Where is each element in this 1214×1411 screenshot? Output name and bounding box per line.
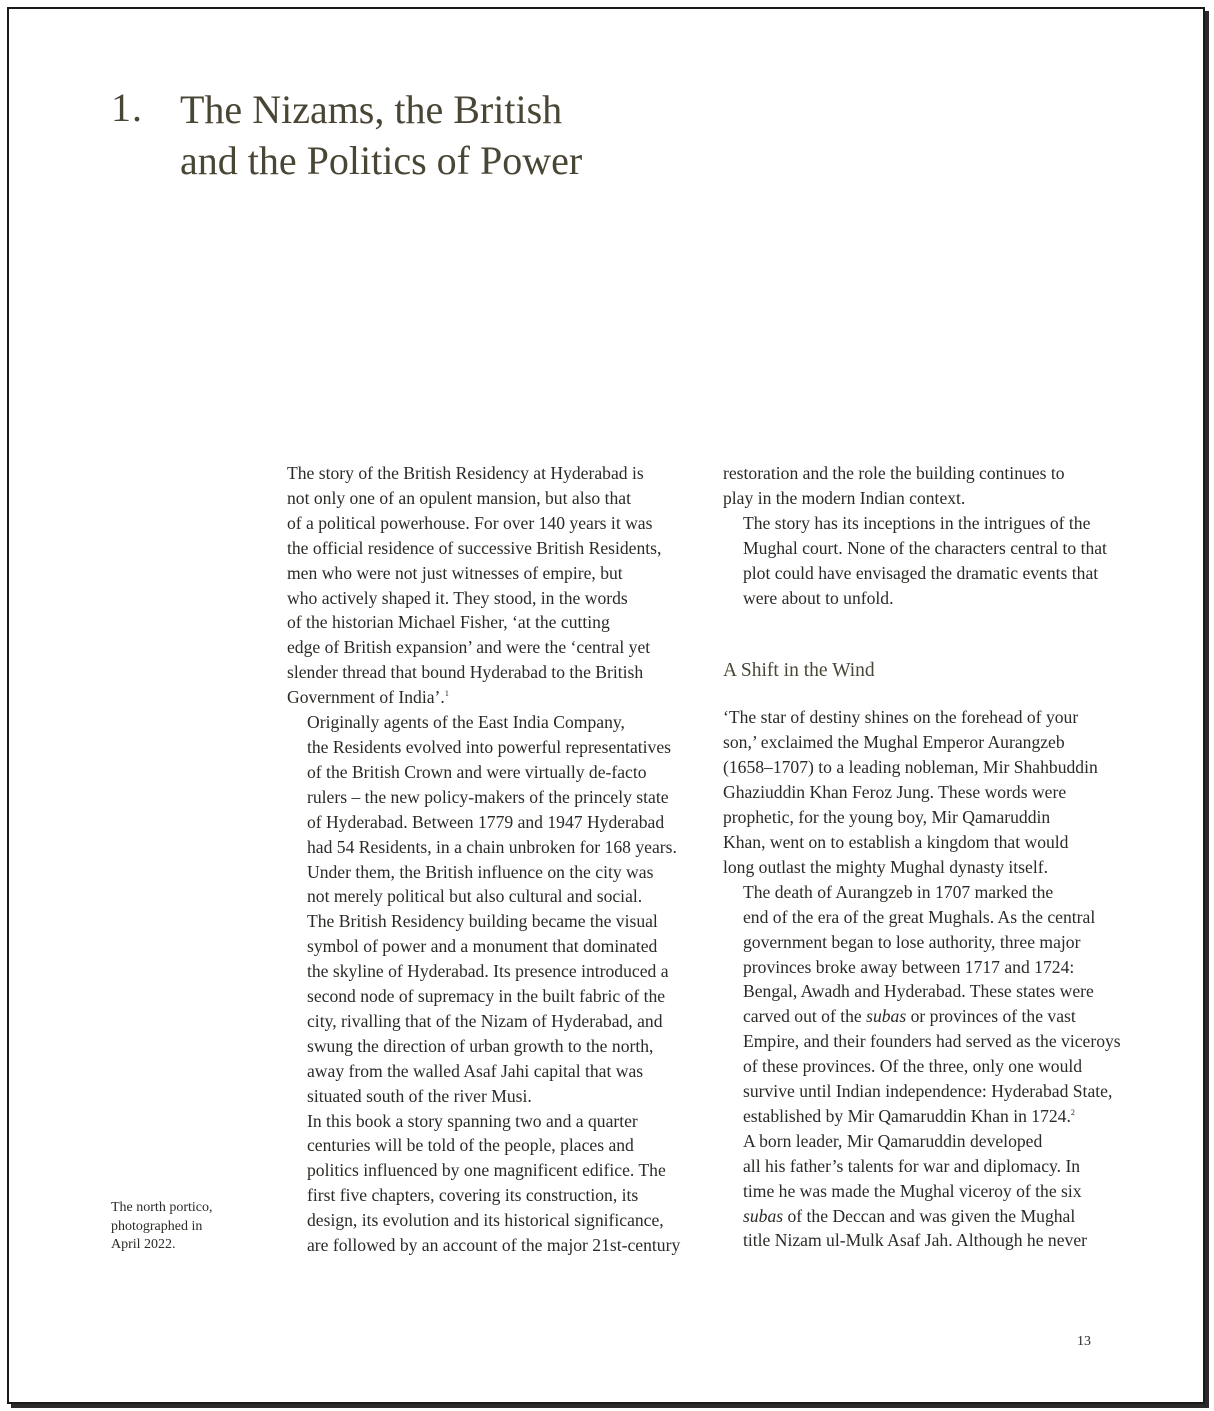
chapter-title-line: The Nizams, the British <box>180 87 563 132</box>
text-line: restoration and the role the building continues to <box>723 463 1065 483</box>
chapter-number: 1. <box>111 85 143 130</box>
chapter-title <box>180 84 582 186</box>
caption-line: April 2022. <box>111 1237 176 1253</box>
text-line: A born leader, Mir Qamaruddin developed <box>743 1130 1043 1151</box>
text-line: politics influenced by one magnificent edifice. The <box>307 1160 666 1181</box>
text-fragment: of the Deccan and was given the Mughal <box>783 1205 1076 1226</box>
text-line: situated south of the river Musi. <box>307 1085 532 1106</box>
text-line: the official residence of successive British Residents, <box>287 537 662 558</box>
text-line: long outlast the mighty Mughal dynasty itself. <box>723 856 1048 877</box>
text-line: In this book a story spanning two and a quarter <box>307 1110 638 1131</box>
paragraph <box>287 1109 687 1258</box>
text-line: had 54 Residents, in a chain unbroken for 168 years. <box>307 836 677 857</box>
text-line: Empire, and their founders had served as the viceroys <box>743 1031 1121 1052</box>
text-fragment: or provinces of the vast <box>906 1006 1076 1027</box>
text-line: end of the era of the great Mughals. As the central <box>743 906 1096 927</box>
right-column <box>723 461 1128 1253</box>
text-line: The story of the British Residency at Hyderabad is <box>287 463 644 483</box>
paragraph <box>723 880 1128 1129</box>
caption-line: photographed in <box>111 1218 203 1234</box>
text-line: of a political powerhouse. For over 140 years it was <box>287 512 653 533</box>
text-line: Bengal, Awadh and Hyderabad. These states were <box>743 981 1094 1002</box>
text-line: time he was made the Mughal viceroy of the six <box>743 1180 1082 1201</box>
text-line: provinces broke away between 1717 and 1724: <box>743 956 1075 977</box>
text-line: survive until Indian independence: Hyderabad State, <box>743 1081 1113 1102</box>
text-line: of Hyderabad. Between 1779 and 1947 Hyderabad <box>307 811 665 832</box>
italic-term: subas <box>866 1006 907 1027</box>
text-line: swung the direction of urban growth to the north, <box>307 1035 654 1056</box>
text-line: Ghaziuddin Khan Feroz Jung. These words were <box>723 782 1067 803</box>
text-line: the Residents evolved into powerful representatives <box>307 736 671 757</box>
chapter-title-line: and the Politics of Power <box>180 138 583 183</box>
page-number: 13 <box>1077 1334 1091 1349</box>
text-line <box>723 1104 1128 1129</box>
left-column <box>287 461 687 1258</box>
text-line: edge of British expansion’ and were the ‘central yet <box>287 637 651 658</box>
text-line: of these provinces. Of the three, only one would <box>743 1056 1083 1077</box>
text-line: Khan, went on to establish a kingdom that would <box>723 831 1069 852</box>
text-fragment: Government of India’. <box>287 687 445 708</box>
text-line: men who were not just witnesses of empire, but <box>287 562 623 583</box>
section-subheading: A Shift in the Wind <box>723 660 875 682</box>
text-line: not only one of an opulent mansion, but also that <box>287 487 632 508</box>
text-line: were about to unfold. <box>743 587 894 608</box>
text-line: city, rivalling that of the Nizam of Hyderabad, and <box>307 1010 663 1031</box>
paragraph <box>723 461 1128 511</box>
text-line: who actively shaped it. They stood, in the words <box>287 587 628 608</box>
text-line: government began to lose authority, three major <box>743 931 1081 952</box>
text-line: Originally agents of the East India Company, <box>307 712 625 733</box>
paragraph <box>723 511 1128 611</box>
text-line: not merely political but also cultural and social. <box>307 886 643 907</box>
text-line: The British Residency building became the visual <box>307 911 658 932</box>
text-line: first five chapters, covering its construction, its <box>307 1185 639 1206</box>
italic-term: subas <box>743 1205 784 1226</box>
paragraph <box>287 909 687 1108</box>
text-line: play in the modern Indian context. <box>723 487 966 508</box>
text-line: The story has its inceptions in the intrigues of the <box>743 512 1091 533</box>
caption-line: The north portico, <box>111 1200 213 1215</box>
image-caption <box>111 1199 241 1255</box>
text-line <box>723 1004 1128 1029</box>
text-line: all his father’s talents for war and diplomacy. In <box>743 1155 1081 1176</box>
text-line: slender thread that bound Hyderabad to the British <box>287 662 644 683</box>
text-line: rulers – the new policy-makers of the princely state <box>307 786 669 807</box>
footnote-marker: 1 <box>444 689 449 699</box>
text-line: (1658–1707) to a leading nobleman, Mir Shahbuddin <box>723 757 1098 778</box>
text-fragment: established by Mir Qamaruddin Khan in 1724. <box>743 1105 1071 1126</box>
paragraph <box>287 710 687 909</box>
text-line: ‘The star of destiny shines on the forehead of your <box>723 707 1079 728</box>
text-line: plot could have envisaged the dramatic events that <box>743 562 1099 583</box>
text-line <box>287 685 687 710</box>
paragraph <box>723 1129 1128 1254</box>
text-line: are followed by an account of the major 21st-century <box>307 1235 681 1256</box>
paragraph <box>723 705 1128 879</box>
text-line: title Nizam ul-Mulk Asaf Jah. Although he never <box>743 1230 1087 1251</box>
text-line: the skyline of Hyderabad. Its presence introduced a <box>307 961 669 982</box>
text-line: The death of Aurangzeb in 1707 marked the <box>743 881 1054 902</box>
text-line: Under them, the British influence on the city was <box>307 861 654 882</box>
text-line: centuries will be told of the people, places and <box>307 1135 634 1156</box>
paragraph <box>287 461 687 710</box>
text-line: symbol of power and a monument that dominated <box>307 936 658 957</box>
text-line: of the British Crown and were virtually de-facto <box>307 761 647 782</box>
text-fragment: carved out of the <box>743 1006 867 1027</box>
footnote-marker: 2 <box>1070 1108 1075 1118</box>
text-line: of the historian Michael Fisher, ‘at the cutting <box>287 612 610 633</box>
text-line <box>723 1204 1128 1229</box>
text-line: away from the walled Asaf Jahi capital that was <box>307 1060 644 1081</box>
text-line: prophetic, for the young boy, Mir Qamaruddin <box>723 807 1051 828</box>
text-line: second node of supremacy in the built fabric of the <box>307 986 666 1007</box>
text-line: son,’ exclaimed the Mughal Emperor Aurangzeb <box>723 732 1065 753</box>
text-line: Mughal court. None of the characters central to that <box>743 537 1107 558</box>
text-line: design, its evolution and its historical significance, <box>307 1210 664 1231</box>
